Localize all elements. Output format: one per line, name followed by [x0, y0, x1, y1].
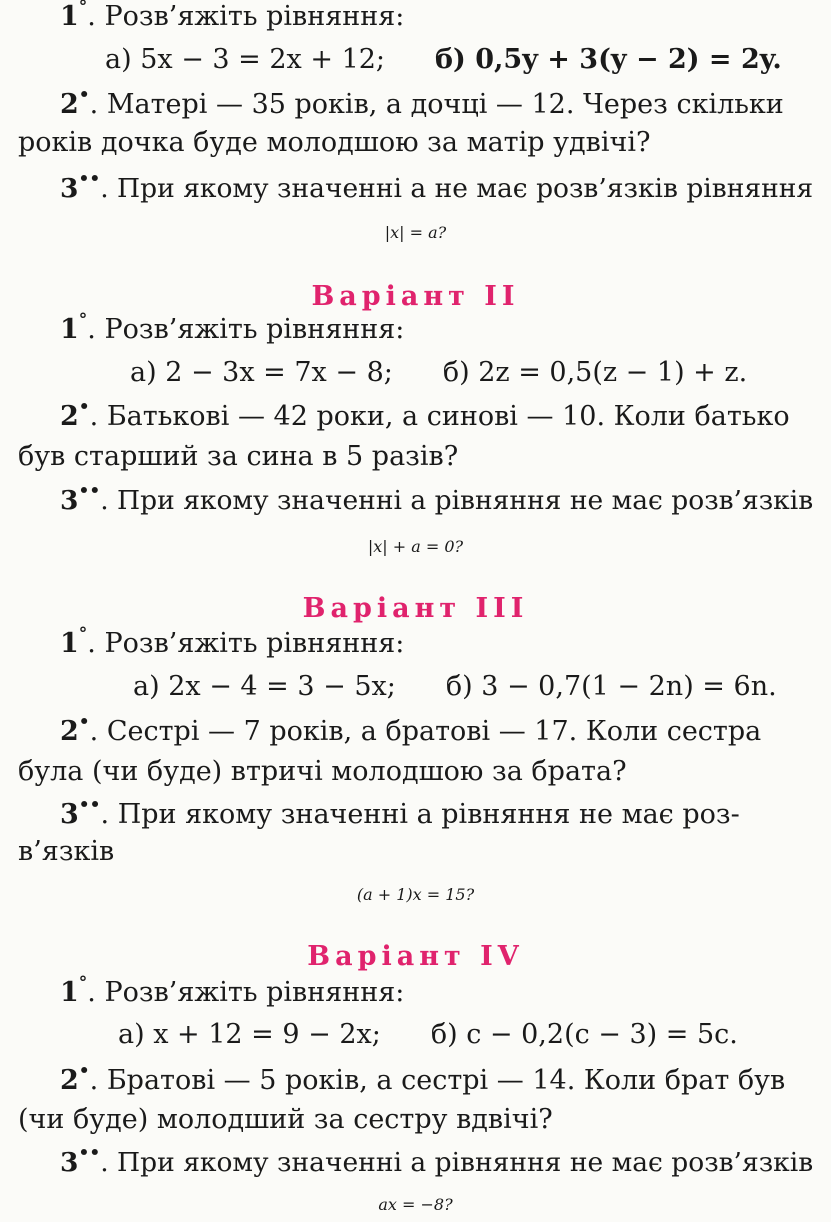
- task-number: 1°: [60, 624, 88, 659]
- v2-task3-equation: |x| + a = 0?: [367, 537, 464, 556]
- task-number: 3••: [60, 169, 101, 204]
- equation-a: а) 2 − 3x = 7x − 8;: [130, 357, 393, 388]
- equation-a: а) 5x − 3 = 2x + 12;: [105, 44, 386, 75]
- v3-task3-line2: в’язків: [18, 836, 115, 867]
- task-number: 1°: [60, 973, 88, 1008]
- v4-task1: [60, 973, 405, 1010]
- equation-b: б) 3 − 0,7(1 − 2n) = 6n.: [445, 671, 777, 702]
- task-number: 3••: [60, 481, 101, 516]
- task-text: . При якому значенні a рівняння не має роз-: [100, 799, 740, 830]
- task-number: 2•: [60, 1061, 90, 1096]
- v3-task2-line1: [60, 712, 762, 749]
- v2-task1: [60, 310, 405, 347]
- v4-task2-line2: (чи буде) молодший за сестру вдвічі?: [18, 1104, 553, 1135]
- task-number: 1°: [60, 310, 88, 345]
- task-text: . При якому значенні a рівняння не має розв’язків: [100, 485, 814, 516]
- task-text: . Батькові — 42 роки, а синові — 10. Коли батько: [89, 401, 790, 432]
- task-text: . Сестрі — 7 років, а братові — 17. Коли сестра: [89, 716, 762, 747]
- task-number: 2•: [60, 85, 90, 120]
- v1-task1: [60, 0, 404, 34]
- equation-a: а) x + 12 = 9 − 2x;: [118, 1019, 381, 1050]
- v2-task3-line1: [60, 481, 814, 518]
- v4-task1-equations: [118, 1018, 738, 1052]
- v4-task2-line1: [60, 1061, 786, 1098]
- equation-b: б) 0,5y + 3(y − 2) = 2y.: [435, 44, 782, 75]
- v2-task2-line1: [60, 397, 790, 434]
- task-text: . Розв’яжіть рівняння:: [87, 977, 405, 1008]
- variant-2-heading: Варіант II: [311, 281, 520, 312]
- v1-task3-equation: |x| = a?: [384, 223, 447, 242]
- task-text: . При якому значенні a рівняння не має розв’язків: [100, 1147, 814, 1178]
- v1-task1-equations: [105, 43, 782, 77]
- task-number: 2•: [60, 712, 90, 747]
- task-number: 1°: [60, 0, 88, 32]
- task-number: 3••: [60, 1143, 101, 1178]
- v3-task2-line2: була (чи буде) втричі молодшою за брата?: [18, 756, 627, 787]
- equation-a: а) 2x − 4 = 3 − 5x;: [133, 671, 396, 702]
- v1-task2-line1: [60, 85, 784, 122]
- v1-task3-line1: [60, 169, 814, 206]
- equation-b: б) c − 0,2(c − 3) = 5c.: [430, 1019, 738, 1050]
- v4-task3-equation: ax = −8?: [378, 1195, 453, 1214]
- task-text: . Розв’яжіть рівняння:: [87, 314, 405, 345]
- task-text: . Братові — 5 років, а сестрі — 14. Коли брат був: [89, 1065, 786, 1096]
- v1-task2-line2: років дочка буде молодшою за матір удвічі?: [18, 127, 651, 158]
- v2-task1-equations: [130, 356, 747, 390]
- task-text: . Матері — 35 років, а дочці — 12. Через скільки: [89, 89, 784, 120]
- v3-task1: [60, 624, 405, 661]
- task-text: . Розв’яжіть рівняння:: [87, 1, 405, 32]
- task-number: 3••: [60, 795, 101, 830]
- v3-task3-line1: [60, 795, 740, 832]
- v4-task3-line1: [60, 1143, 814, 1180]
- variant-4-heading: Варіант IV: [307, 941, 524, 972]
- variant-3-heading: Варіант III: [302, 593, 529, 624]
- equation-b: б) 2z = 0,5(z − 1) + z.: [442, 357, 748, 388]
- task-text: . При якому значенні a не має розв’язків рівняння: [100, 173, 814, 204]
- v2-task2-line2: був старший за сина в 5 разів?: [18, 441, 459, 472]
- v3-task1-equations: [133, 670, 777, 704]
- task-text: . Розв’яжіть рівняння:: [87, 628, 405, 659]
- v3-task3-equation: (a + 1)x = 15?: [356, 885, 475, 904]
- task-number: 2•: [60, 397, 90, 432]
